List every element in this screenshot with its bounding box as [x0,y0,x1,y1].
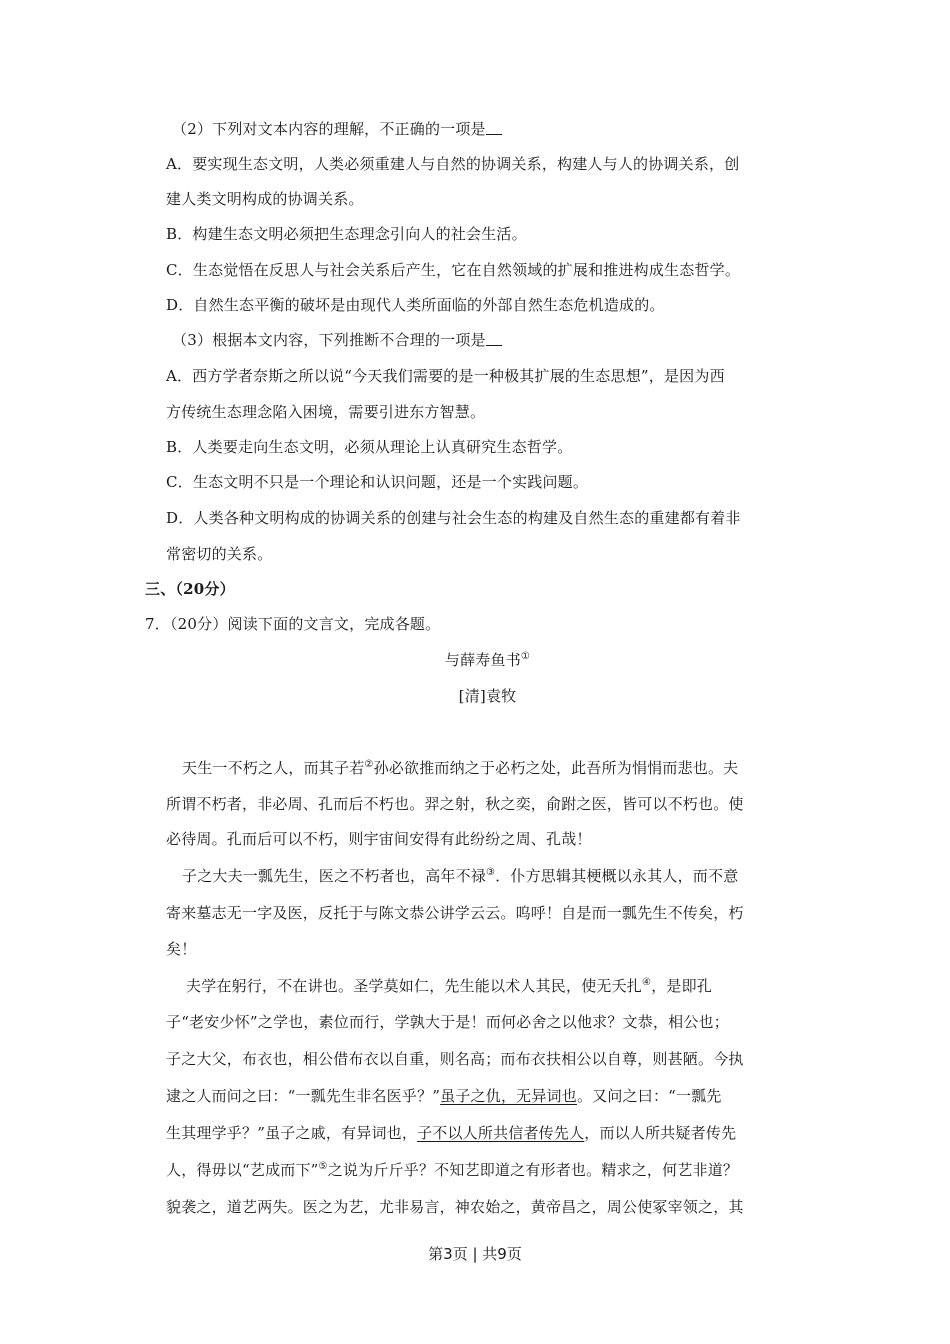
question-3-option-d-line1: D．人类各种文明构成的协调关系的创建与社会生态的构建及自然生态的重建都有着非 [166,509,741,527]
question-3-option-a-line1: A．西方学者奈斯之所以说“今天我们需要的是一种极其扩展的生态思想”，是因为西 [166,367,725,385]
text-span: 子之大夫一瓢先生，医之不朽者也，高年不禄 [182,867,487,885]
passage-p3-line6 [166,1160,738,1180]
text-span: 之说为斤斤乎？不知艺即道之有形者也。精求之，何艺非道？ [327,1161,739,1179]
footnote-marker: ① [520,651,531,662]
text-span: 孙必欲推而纳之于必朽之处，此吾所为悁悁而悲也。夫 [373,759,739,777]
passage-p3-line5 [166,1123,736,1143]
text-span: ，而以人所共疑者传先 [584,1124,737,1142]
question-3-stem-text: （3）根据本文内容，下列推断不合理的一项是 [172,331,486,349]
passage-p3-line3: 子之大父，布衣也，相公借布衣以自重，则名高；而布衣扶相公以自尊，则甚陋。今执 [166,1050,744,1068]
text-span: 夫学在躬行，不在讲也。圣学莫如仁，先生能以术人其民，使无夭扎 [186,977,643,995]
question-2-stem-text: （2）下列对文本内容的理解，不正确的一项是 [172,120,486,138]
footnote-marker: ② [364,759,374,770]
question-2-option-b: B．构建生态文明必须把生态理念引向人的社会生活。 [166,225,527,243]
question-7-stem: 7．（20分）阅读下面的文言文，完成各题。 [145,615,441,633]
question-3-option-c: C．生态文明不只是一个理论和认识问题，还是一个实践问题。 [166,473,589,491]
answer-blank [486,331,502,346]
text-span: 。又问之曰：“一瓢先 [576,1087,722,1105]
passage-p2-line2: 寄来墓志无一字及医，反托于与陈文恭公讲学云云。呜呼！自是而一瓢先生不传矣，朽 [166,904,744,922]
text-span: 天生一不朽之人，而其子若 [182,759,365,777]
text-span: 人，得毋以“艺成而下” [166,1161,319,1179]
passage-p3-line4 [166,1086,722,1106]
passage-p3-line2: 子“老安少怀”之学也，素位而行，学孰大于是！而何必舍之以他求？文恭，相公也； [166,1013,729,1031]
text-span: ，是即孔 [651,977,712,995]
passage-p1-line2: 所谓不朽者，非必周、孔而后不朽也。羿之射，秋之奕，俞跗之医，皆可以不朽也。使 [166,795,744,813]
footnote-marker: ⑤ [318,1161,328,1172]
question-2-option-a-line1: A．要实现生态文明，人类必须重建人与自然的协调关系，构建人与人的协调关系，创 [166,155,740,173]
passage-title-text: 与薛寿鱼书 [444,651,521,669]
question-3-option-d-line2: 常密切的关系。 [166,545,273,563]
section-heading: 三、（20分） [145,580,235,598]
passage-p3-line1 [186,976,712,996]
question-2-option-a-line2: 建人类文明构成的协调关系。 [166,190,364,208]
question-2-option-d: D．自然生态平衡的破坏是由现代人类所面临的外部自然生态危机造成的。 [166,296,665,314]
answer-blank [486,120,502,135]
question-3-stem [172,330,502,350]
question-2-stem [172,119,502,139]
page-footer: 第3页 | 共9页 [428,1245,522,1263]
question-3-option-a-line2: 方传统生态理念陷入困境，需要引进东方智慧。 [166,403,486,421]
underlined-sentence-2: 子不以人所共信者传先人 [417,1124,585,1142]
text-span: ．仆方思辑其梗概以永其人，而不意 [495,867,739,885]
passage-p3-line7: 貌袭之，道艺两失。医之为艺，尤非易言，神农始之，黄帝昌之，周公使冢宰领之，其 [166,1198,744,1216]
footnote-marker: ③ [486,867,496,878]
question-2-option-c: C．生态觉悟在反思人与社会关系后产生，它在自然领域的扩展和推进构成生态哲学。 [166,261,741,279]
question-3-option-b: B．人类要走向生态文明，必须从理论上认真研究生态哲学。 [166,438,573,456]
text-span: 逮之人而问之曰：“一瓢先生非名医乎？” [166,1087,441,1105]
footnote-marker: ④ [642,977,652,988]
passage-title [0,650,950,670]
passage-p2-line1 [182,866,738,886]
underlined-sentence-1: 虽子之仇，无异词也 [440,1087,577,1105]
passage-p1-line3: 必待周。孔而后可以不朽，则宇宙间安得有此纷纷之周、孔哉！ [166,830,592,848]
passage-author: [清]袁牧 [458,687,517,705]
passage-p2-line3: 矣！ [166,940,197,958]
passage-p1-line1 [182,758,738,778]
text-span: 生其理学乎？”虽子之戚，有异词也， [166,1124,418,1142]
